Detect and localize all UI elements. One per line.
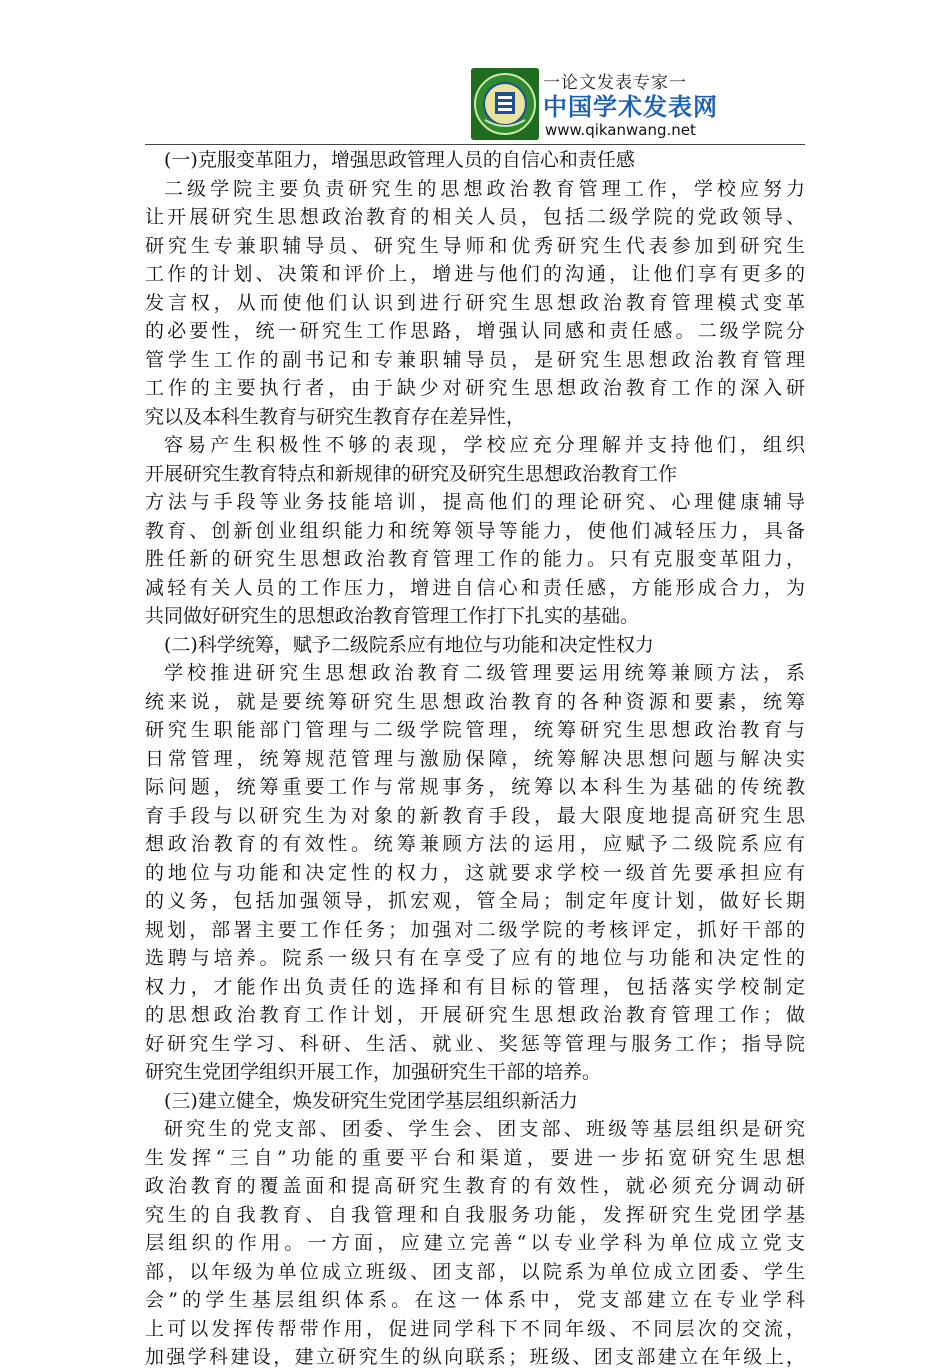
text-line: 让开展研究生思想政治教育的相关人员，包括二级学院的党政领导、	[145, 206, 805, 228]
text-line: 好研究生学习、科研、生活、就业、奖惩等管理与服务工作；指导院	[145, 1032, 805, 1055]
text-line: 容易产生积极性不够的表现，学校应充分理解并支持他们，组织	[164, 434, 805, 456]
logo-url: www.qikanwang.net	[545, 121, 696, 139]
text-line: 究以及本科生教育与研究生教育存在差异性，	[145, 405, 526, 428]
text-line: 减轻有关人员的工作压力，增进自信心和责任感，方能形成合力，为	[145, 576, 805, 599]
text-line: 二级学院主要负责研究生的思想政治教育管理工作，学校应努力	[164, 177, 805, 200]
text-line: 管学生工作的副书记和专兼职辅导员，是研究生思想政治教育管理	[145, 348, 805, 371]
text-line: 研究生的党支部、团委、学生会、团支部、班级等基层组织是研究	[164, 1118, 805, 1140]
text-line: 教育、创新创业组织能力和统筹领导等能力，使他们减轻压力，具备	[145, 519, 805, 542]
text-line: 的思想政治教育工作计划，开展研究生思想政治教育管理工作；做	[145, 1004, 805, 1026]
text-line: 会”的学生基层组织体系。在这一体系中，党支部建立在专业学科	[145, 1289, 805, 1311]
text-line: 权力，才能作出负责任的选择和有目标的管理，包括落实学校制定	[145, 975, 805, 998]
article-body	[145, 146, 805, 1372]
text-line: 加强学科建设，建立研究生的纵向联系；班级、团支部建立在年级上，	[145, 1346, 805, 1368]
academic-seal-icon	[471, 68, 539, 140]
text-line: 想政治教育的有效性。统筹兼顾方法的运用，应赋予二级院系应有	[145, 833, 805, 855]
text-line: 究生的自我教育、自我管理和自我服务功能，发挥研究生党团学基	[145, 1203, 805, 1226]
text-line: 方法与手段等业务技能培训，提高他们的理论研究、心理健康辅导	[145, 491, 805, 513]
text-line: (三)建立健全，焕发研究生党团学基层组织新活力	[164, 1089, 578, 1112]
text-line: 政治教育的覆盖面和提高研究生教育的有效性，就必须充分调动研	[145, 1175, 805, 1197]
text-line: 的地位与功能和决定性的权力，这就要求学校一级首先要承担应有	[145, 861, 805, 884]
header-divider	[145, 144, 805, 145]
text-line: 的义务，包括加强领导，抓宏观，管全局；制定年度计划，做好长期	[145, 890, 805, 912]
text-line: 工作的主要执行者，由于缺少对研究生思想政治教育工作的深入研	[145, 377, 805, 399]
text-line: 规划，部署主要工作任务；加强对二级学院的考核评定，抓好干部的	[145, 918, 805, 941]
text-line: 研究生党团学组织开展工作，加强研究生干部的培养。	[145, 1061, 602, 1083]
text-line: 统来说，就是要统筹研究生思想政治教育的各种资源和要素，统筹	[145, 690, 805, 713]
text-line: 育手段与以研究生为对象的新教育手段，最大限度地提高研究生思	[145, 804, 805, 827]
text-line: 生发挥“三自”功能的重要平台和渠道，要进一步拓宽研究生思想	[145, 1146, 805, 1169]
text-line: 研究生职能部门管理与二级学院管理，统筹研究生思想政治教育与	[145, 719, 805, 741]
text-line: 际问题，统筹重要工作与常规事务，统筹以本科生为基础的传统教	[145, 776, 805, 798]
text-line: 发言权，从而使他们认识到进行研究生思想政治教育管理模式变革	[145, 291, 805, 314]
text-line: 开展研究生教育特点和新规律的研究及研究生思想政治教育工作	[145, 462, 678, 485]
text-line: 共同做好研究生的思想政治教育管理工作打下扎实的基础。	[145, 605, 640, 627]
text-line: 部，以年级为单位成立班级、团支部，以院系为单位成立团委、学生	[145, 1260, 805, 1283]
text-line: 学校推进研究生思想政治教育二级管理要运用统筹兼顾方法，系	[164, 662, 805, 684]
text-line: (一)克服变革阻力，增强思政管理人员的自信心和责任感	[164, 149, 635, 171]
text-line: 的必要性，统一研究生工作思路，增强认同感和责任感。二级学院分	[145, 320, 805, 342]
text-line: 日常管理，统筹规范管理与激励保障，统筹解决思想问题与解决实	[145, 747, 805, 770]
text-line: (二)科学统筹，赋予二级院系应有地位与功能和决定性权力	[164, 633, 654, 656]
text-line: 层组织的作用。一方面，应建立完善“以专业学科为单位成立党支	[145, 1232, 805, 1254]
text-line: 选聘与培养。院系一级只有在享受了应有的地位与功能和决定性的	[145, 947, 805, 969]
site-logo[interactable]	[471, 68, 718, 140]
text-line: 上可以发挥传帮带作用，促进同学科下不同年级、不同层次的交流，	[145, 1317, 805, 1340]
logo-brand-name: 中国学术发表网	[543, 93, 718, 121]
text-line: 研究生专兼职辅导员、研究生导师和优秀研究生代表参加到研究生	[145, 234, 805, 257]
text-line: 工作的计划、决策和评价上，增进与他们的沟通，让他们享有更多的	[145, 263, 805, 285]
logo-tagline: 一论文发表专家一	[543, 73, 687, 93]
text-line: 胜任新的研究生思想政治教育管理工作的能力。只有克服变革阻力，	[145, 548, 805, 570]
